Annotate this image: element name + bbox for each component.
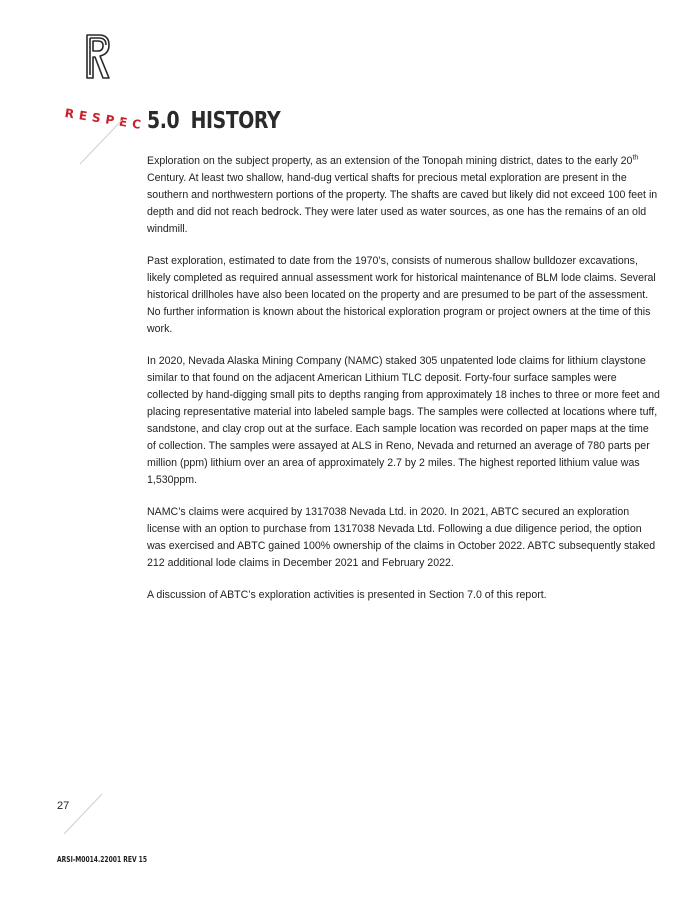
paragraph-1-superscript: th [632, 154, 639, 162]
page-number: 27 [57, 800, 70, 812]
paragraph-1 [147, 153, 660, 238]
section-body [147, 153, 660, 619]
respec-wordmark: RESPEC [63, 106, 147, 133]
paragraph-4: NAMC’s claims were acquired by 1317038 Nevada Ltd. in 2020. In 2021, ABTC secured an exploration license with an option to purchase from 1317038 Nevada Ltd. Following a due diligence period, the option was exercised and ABTC gained 100% ownership of the claims in October 2022. ABTC subsequently staked 212 additional lode claims in December 2021 and February 2022. [147, 506, 656, 569]
section-title: HISTORY [190, 108, 281, 134]
paragraph-3: In 2020, Nevada Alaska Mining Company (NAMC) staked 305 unpatented lode claims for lithium claystone similar to that found on the adjacent American Lithium TLC deposit. Forty-four surface samples were collected by hand-digging small pits to depths ranging from approximately 18 inches to three or more feet and placing representative material into labeled sample bags. The samples were collected at locations where tuff, sandstone, and clay crop out at the surface. Each sample location was recorded on paper maps at the time of collection. The samples were assayed at ALS in Reno, Nevada and returned an average of 780 parts per million (ppm) lithium over an area of approximately 2.7 by 2 miles. The highest reported lithium value was 1,530ppm. [147, 355, 660, 486]
respec-logo [62, 30, 147, 133]
header-divider-slash [78, 118, 124, 166]
respec-r-mark-icon [84, 32, 112, 80]
section-heading [147, 108, 280, 134]
footer-divider-slash [62, 792, 104, 836]
document-code: ARSI-M0014.22001 REV 15 [57, 855, 148, 864]
section-number: 5.0 [147, 108, 180, 134]
paragraph-2: Past exploration, estimated to date from the 1970’s, consists of numerous shallow bulldozer excavations, likely completed as required annual assessment work for historical maintenance of BLM lode claims. Several historical drillholes have also been located on the property and are presumed to be part of the assessment. No further information is known about the historical exploration program or project owners at the time of this work. [147, 255, 656, 335]
paragraph-1-text-a: Exploration on the subject property, as an extension of the Tonopah mining district, dates to the early 20 [147, 155, 633, 167]
paragraph-5: A discussion of ABTC’s exploration activities is presented in Section 7.0 of this report. [147, 589, 547, 601]
paragraph-1-text-b: Century. At least two shallow, hand-dug vertical shafts for precious metal exploration are present in the southern and northwestern portions of the property. The shafts are caved but likely did not exceed 100 feet in depth and did not reach bedrock. They were later used as water sources, as one has the remains of an old windmill. [147, 172, 658, 235]
